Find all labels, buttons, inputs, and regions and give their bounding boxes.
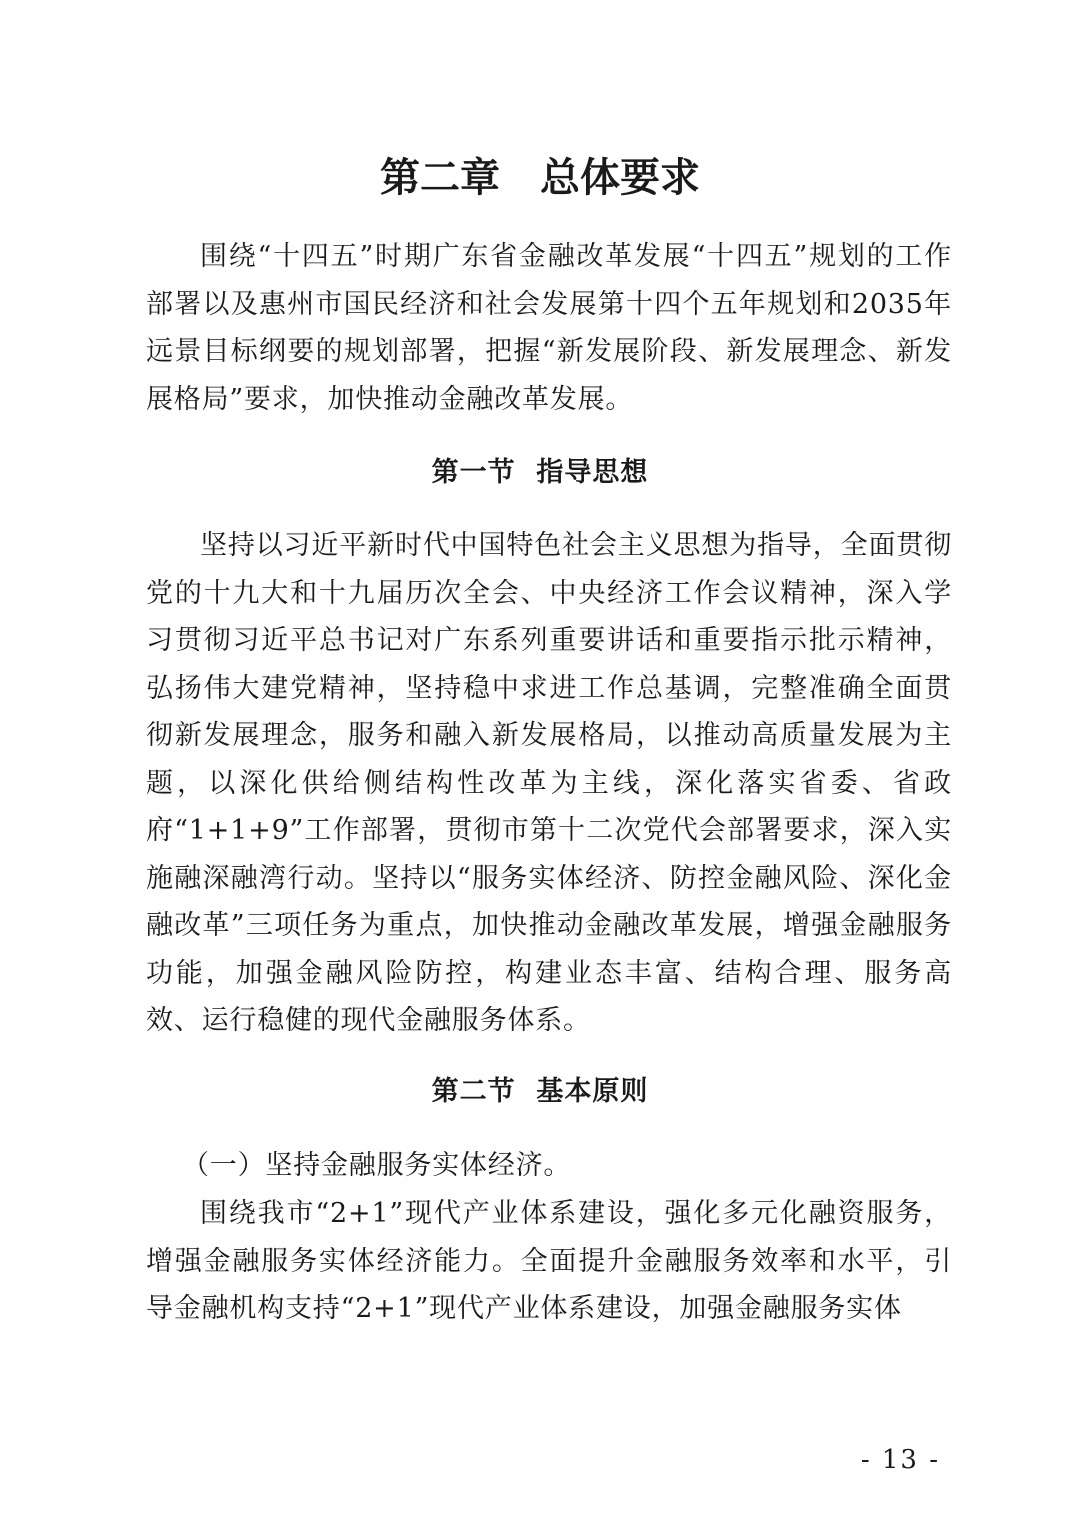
page-number: - 13 - [860,1445,940,1475]
principle-paragraph: 围绕我市“2+1”现代产业体系建设，强化多元化融资服务，增强金融服务实体经济能力。全面提升金融服务效率和水平，引导金融机构支持“2+1”现代产业体系建设，加强金融服务实体 [146,1198,952,1324]
section-title-guiding-ideology: 第一节 指导思想 [431,457,649,488]
principle-subheading: （一）坚持金融服务实体经济。 [182,1150,572,1181]
guiding-ideology-paragraph: 坚持以习近平新时代中国特色社会主义思想为指导，全面贯彻党的十九大和十九届历次全会、中央经济工作会议精神，深入学习贯彻习近平总书记对广东系列重要讲话和重要指示批示精神，弘扬伟大建党精神，坚持稳中求进工作总基调，完整准确全面贯彻新发展理念，服务和融入新发展格局，以推动高质量发展为主题，以深化供给侧结构性改革为主线，深化落实省委、省政府“1+1+9”工作部署，贯彻市第十二次党代会部署要求，深入实施融深融湾行动。坚持以“服务实体经济、防控金融风险、深化金融改革”三项任务为重点，加快推动金融改革发展，增强金融服务功能，加强金融风险防控，构建业态丰富、结构合理、服务高效、运行稳健的现代金融服务体系。 [146,530,952,1036]
chapter-title: 第二章 总体要求 [380,154,700,201]
intro-paragraph: 围绕“十四五”时期广东省金融改革发展“十四五”规划的工作部署以及惠州市国民经济和社会发展第十四个五年规划和2035年远景目标纲要的规划部署，把握“新发展阶段、新发展理念、新发展格局”要求，加快推动金融改革发展。 [146,241,952,415]
section-title-basic-principles: 第二节 基本原则 [431,1076,649,1107]
